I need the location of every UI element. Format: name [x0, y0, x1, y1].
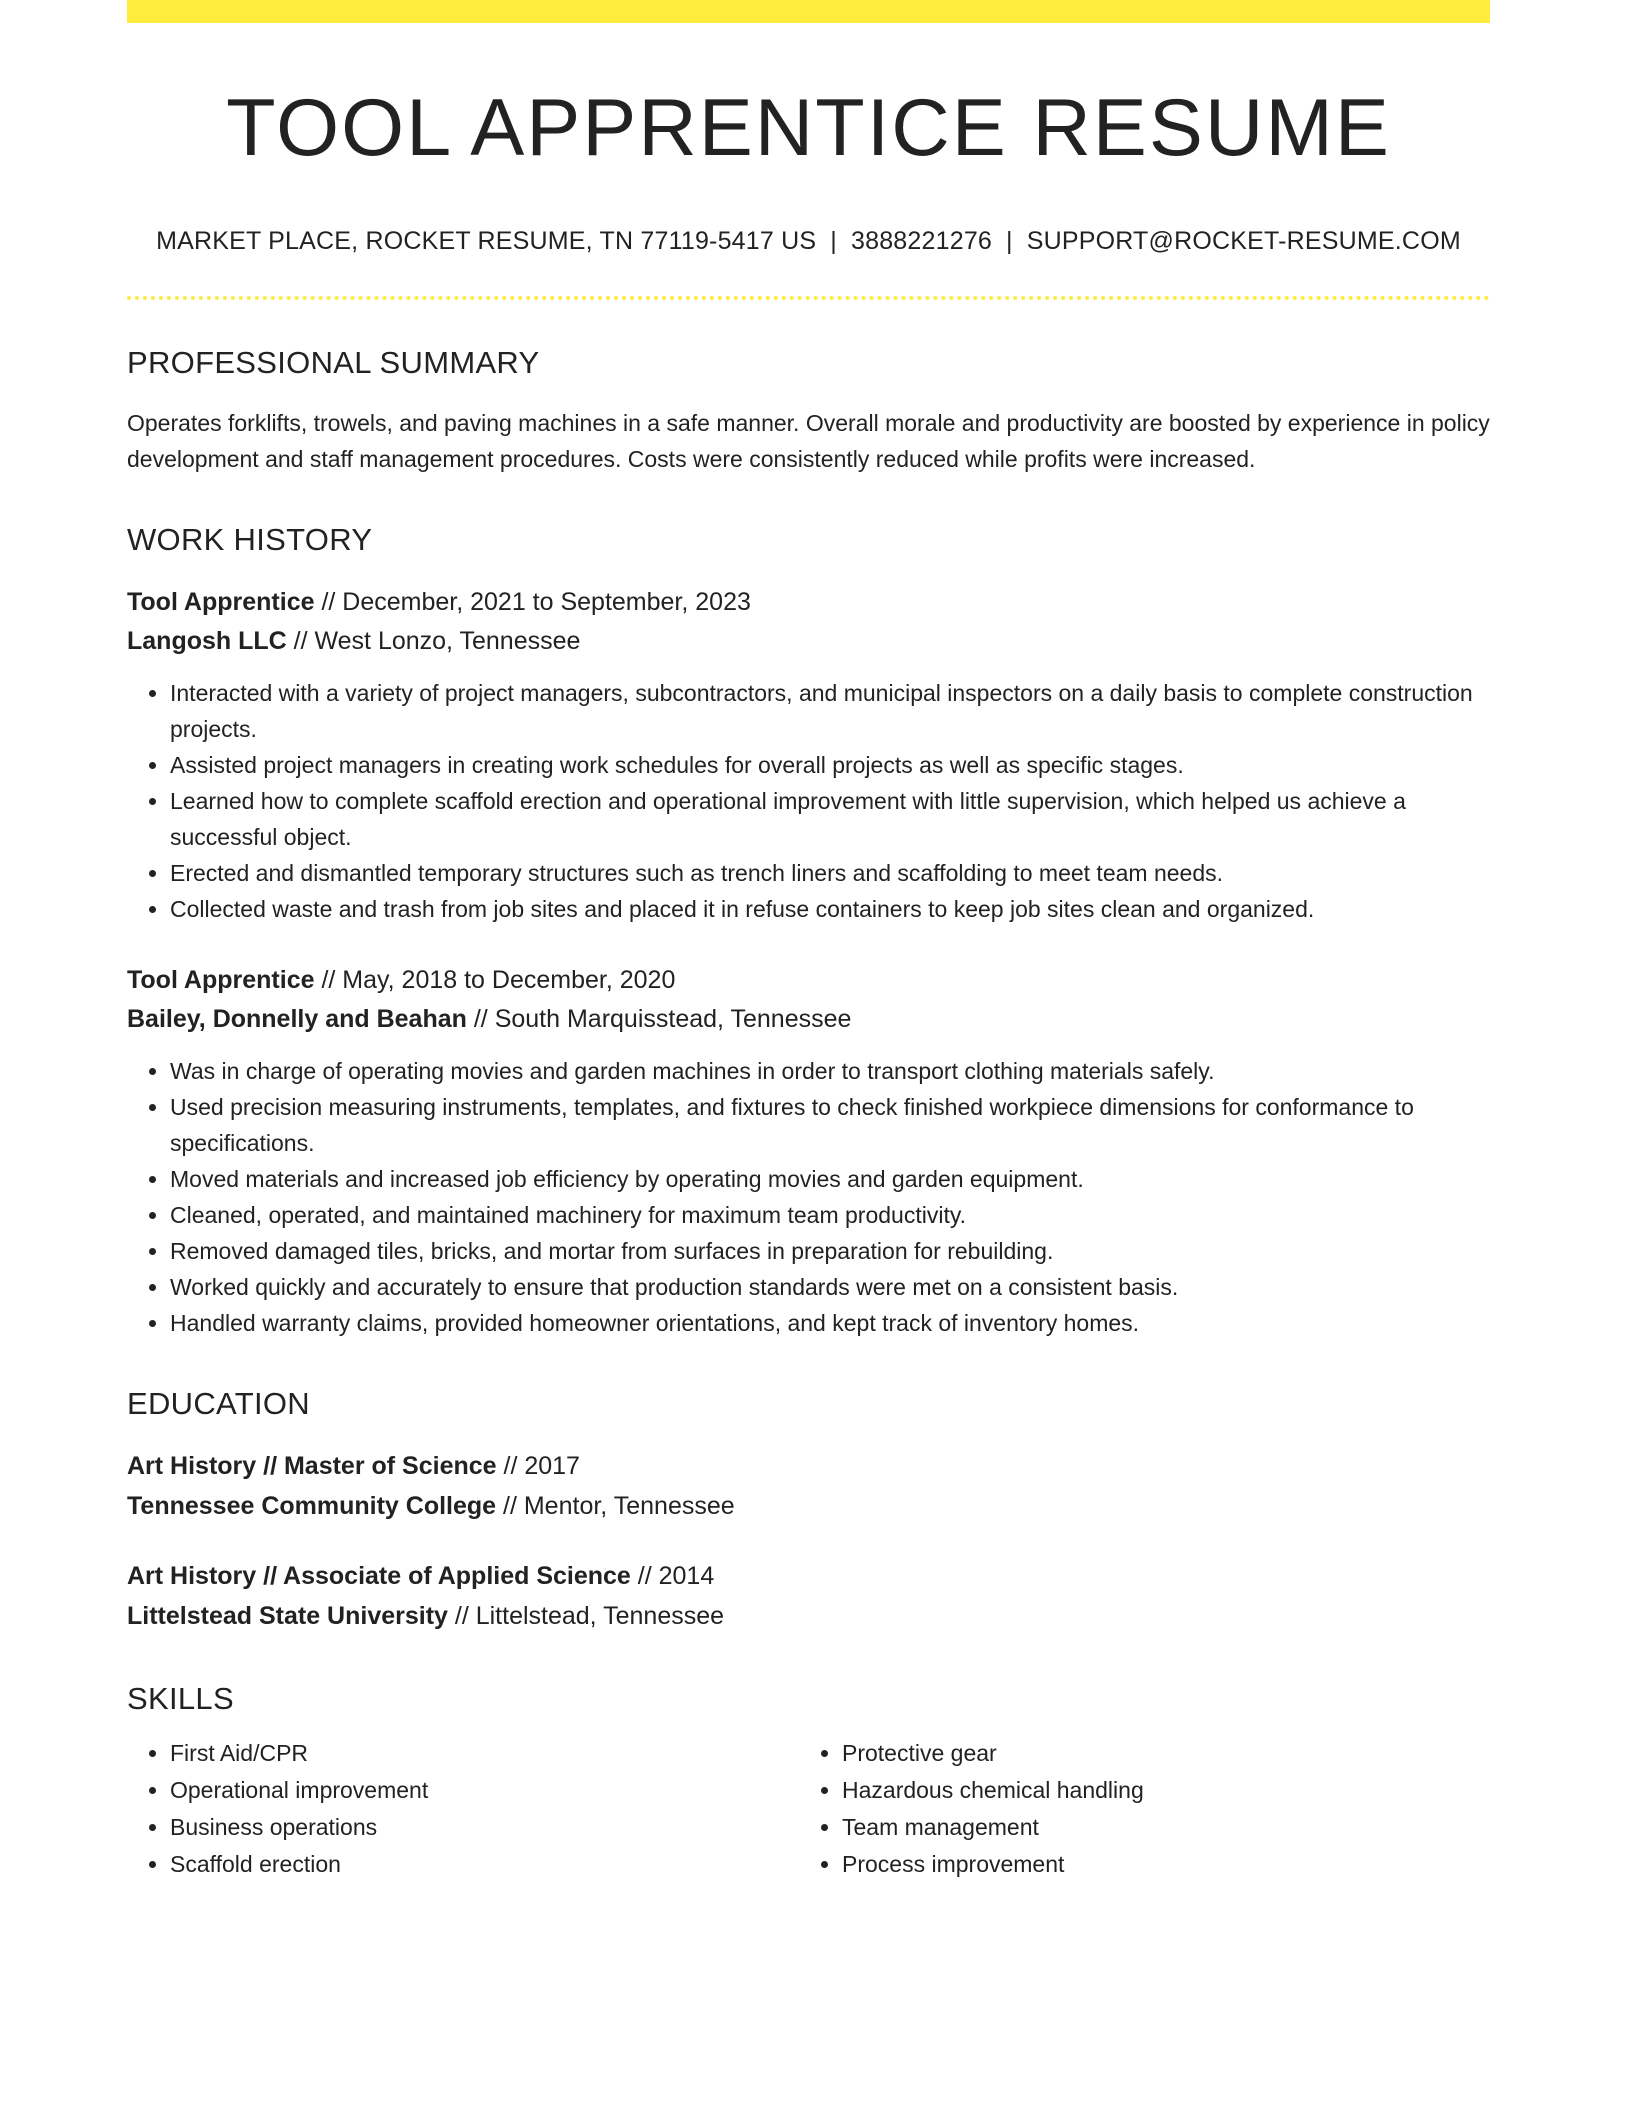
skill-item: • Scaffold erection [170, 1846, 799, 1883]
job-role: Tool Apprentice [127, 965, 315, 994]
education-location: // Mentor, Tennessee [496, 1491, 735, 1520]
education-year: // 2014 [630, 1561, 715, 1590]
list-item: • Handled warranty claims, provided homeowner orientations, and kept track of inventory homes. [170, 1305, 1490, 1341]
list-item: • Cleaned, operated, and maintained machinery for maximum team productivity. [170, 1197, 1490, 1233]
education-entry [127, 1556, 1490, 1636]
job-dates: // December, 2021 to September, 2023 [314, 587, 751, 616]
job-company-line [127, 1000, 1490, 1039]
education-year: // 2017 [496, 1451, 580, 1480]
education-degree: Art History // Master of Science [127, 1451, 497, 1480]
education-degree: Art History // Associate of Applied Science [127, 1561, 631, 1590]
education-degree-line [127, 1556, 1490, 1596]
job-bullets [127, 1053, 1490, 1341]
education-school: Tennessee Community College [127, 1491, 497, 1520]
job-entry [127, 583, 1490, 927]
list-item: • Worked quickly and accurately to ensure that production standards were met on a consistent basis. [170, 1269, 1490, 1305]
contact-separator: | [1006, 227, 1013, 256]
resume-page [127, 0, 1490, 1883]
skill-item: • Hazardous chemical handling [842, 1772, 1462, 1809]
section-title-skills: SKILLS [127, 1680, 234, 1716]
job-role: Tool Apprentice [127, 587, 315, 616]
skill-item: • First Aid/CPR [170, 1735, 799, 1772]
top-accent-bar [127, 0, 1490, 23]
education-entry [127, 1446, 1490, 1526]
job-role-line [127, 961, 1490, 1000]
section-title-work-history: WORK HISTORY [127, 522, 373, 558]
list-item: • Interacted with a variety of project managers, subcontractors, and municipal inspectors on a daily basis to complete construction projects. [170, 675, 1490, 747]
list-item: • Assisted project managers in creating work schedules for overall projects as well as specific stages. [170, 747, 1490, 783]
contact-phone: 3888221276 [850, 227, 993, 256]
skills-grid [127, 1735, 1490, 1883]
job-bullets [127, 675, 1490, 927]
section-title-education: EDUCATION [127, 1385, 310, 1421]
job-role-line [127, 583, 1490, 622]
job-company: Bailey, Donnelly and Beahan [127, 1004, 467, 1033]
skill-item: • Process improvement [842, 1846, 1462, 1883]
job-location: // West Lonzo, Tennessee [286, 626, 581, 655]
education-degree-line [127, 1446, 1490, 1486]
contact-email: SUPPORT@ROCKET-RESUME.COM [1026, 227, 1461, 256]
summary-text: Operates forklifts, trowels, and paving machines in a safe manner. Overall morale and productivity are boosted by experience in policy development and staff management procedures. Costs were consistently reduced while profits were increased. [127, 410, 1490, 473]
list-item: • Collected waste and trash from job sites and placed it in refuse containers to keep job sites clean and organized. [170, 891, 1490, 927]
job-entry [127, 961, 1490, 1341]
education-school: Littelstead State University [127, 1601, 448, 1630]
contact-separator: | [830, 227, 837, 256]
section-title-summary: PROFESSIONAL SUMMARY [127, 345, 540, 381]
skill-item: • Operational improvement [170, 1772, 799, 1809]
education-school-line [127, 1596, 1490, 1636]
job-company: Langosh LLC [127, 626, 287, 655]
education-school-line [127, 1486, 1490, 1526]
job-location: // South Marquisstead, Tennessee [466, 1004, 852, 1033]
skill-item: • Business operations [170, 1809, 799, 1846]
list-item: • Removed damaged tiles, bricks, and mortar from surfaces in preparation for rebuilding. [170, 1233, 1490, 1269]
list-item: • Learned how to complete scaffold erection and operational improvement with little supervision, which helped us achieve a successful object. [170, 783, 1490, 855]
contact-line [127, 227, 1490, 256]
job-dates: // May, 2018 to December, 2020 [314, 965, 676, 994]
list-item: • Used precision measuring instruments, templates, and fixtures to check finished workpiece dimensions for conformance to specifications. [170, 1089, 1490, 1161]
resume-title: TOOL APPRENTICE RESUME [226, 83, 1391, 173]
list-item: • Was in charge of operating movies and garden machines in order to transport clothing materials safely. [170, 1053, 1490, 1089]
job-company-line [127, 622, 1490, 661]
skill-item: • Team management [842, 1809, 1462, 1846]
dotted-divider [127, 296, 1490, 300]
list-item: • Moved materials and increased job efficiency by operating movies and garden equipment. [170, 1161, 1490, 1197]
skill-item: • Protective gear [842, 1735, 1462, 1772]
education-location: // Littelstead, Tennessee [447, 1601, 725, 1630]
contact-address: MARKET PLACE, ROCKET RESUME, TN 77119-5417 US [156, 227, 817, 256]
skills-column-right [799, 1735, 1462, 1883]
skills-column-left [127, 1735, 799, 1883]
list-item: • Erected and dismantled temporary structures such as trench liners and scaffolding to meet team needs. [170, 855, 1490, 891]
